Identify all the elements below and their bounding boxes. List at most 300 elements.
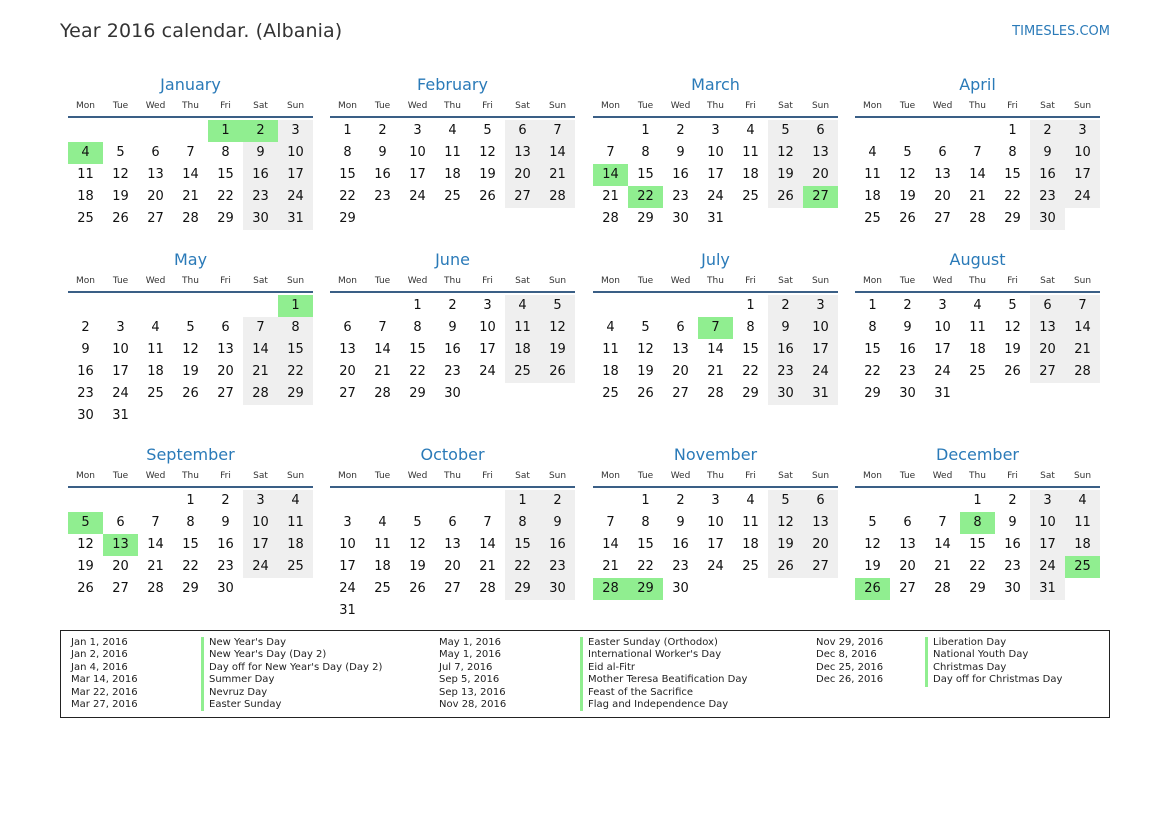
holiday-day-cell: 25 [1065,556,1100,578]
day-cell: 4 [378,515,387,530]
day-cell: 5 [768,120,803,142]
day-cell: 9 [676,515,685,530]
empty-cell [890,120,925,142]
weekday-label: Fri [745,471,756,481]
day-cell: 12 [182,342,199,357]
day-cell: 25 [602,386,619,401]
day-cell: 14 [707,342,724,357]
month-march [593,75,838,230]
weekday-label: Wed [407,471,428,481]
empty-cell [138,120,173,142]
weekday-label: Mon [863,471,882,481]
weekday-label: Sat [253,101,268,111]
day-cell: 10 [1030,512,1065,534]
header-divider [855,291,1100,293]
day-cell: 20 [934,189,951,204]
day-cell: 17 [1030,534,1065,556]
day-cell: 3 [1065,120,1100,142]
day-cell: 29 [864,386,881,401]
weekday-label: Thu [707,471,724,481]
day-cell: 17 [707,537,724,552]
day-cell: 30 [444,386,461,401]
holiday-name: Feast of the Sacrifice [580,687,747,699]
holiday-name: Day off for New Year's Day (Day 2) [201,662,382,674]
month-april [855,75,1100,230]
weekday-label: Tue [374,471,391,481]
weekday-label: Mon [601,471,620,481]
weekday-label: Fri [220,101,231,111]
day-cell: 14 [182,167,199,182]
day-cell: 30 [1030,208,1065,230]
month-title: March [691,75,740,94]
day-cell: 23 [374,189,391,204]
holiday-name: New Year's Day (Day 2) [201,649,382,661]
day-cell: 15 [505,534,540,556]
day-cell: 4 [868,145,877,160]
holiday-dates-column [439,637,506,711]
month-title: October [420,445,485,464]
day-cell: 19 [864,559,881,574]
day-cell: 2 [676,493,685,508]
day-cell: 26 [479,189,496,204]
weekday-label: Sun [286,471,305,481]
weekday-label: Wed [670,471,691,481]
day-cell: 3 [711,493,720,508]
day-cell: 28 [147,581,164,596]
day-cell: 7 [606,145,615,160]
day-cell: 31 [1030,578,1065,600]
day-cell: 13 [339,342,356,357]
day-cell: 8 [505,512,540,534]
day-grid [855,295,1100,405]
holiday-dates-column [71,637,138,711]
site-link[interactable]: TIMESLES.COM [1012,24,1110,39]
holiday-date: Nov 29, 2016 [816,637,884,648]
day-cell: 20 [1030,339,1065,361]
holiday-date: May 1, 2016 [439,637,502,648]
day-cell: 15 [742,342,759,357]
weekday-label: Thu [969,101,986,111]
holiday-date: Nov 28, 2016 [439,698,507,710]
day-cell: 18 [742,537,759,552]
day-cell: 12 [637,342,654,357]
day-cell: 29 [217,211,234,226]
day-cell: 2 [448,298,457,313]
empty-cell [103,490,138,512]
weekday-label: Fri [1007,101,1018,111]
day-cell: 7 [186,145,195,160]
day-cell: 20 [899,559,916,574]
day-cell: 16 [1004,537,1021,552]
day-grid [593,490,838,600]
day-cell: 8 [221,145,230,160]
header-divider [855,116,1100,118]
day-cell: 3 [803,295,838,317]
day-cell: 12 [112,167,129,182]
day-cell: 20 [672,364,689,379]
day-cell: 29 [278,383,313,405]
day-cell: 8 [278,317,313,339]
day-cell: 27 [339,386,356,401]
day-cell: 24 [243,556,278,578]
holiday-name: Nevruz Day [201,687,382,699]
day-grid [330,120,575,230]
weekday-label: Fri [220,276,231,286]
holiday-name: Flag and Independence Day [580,699,747,711]
day-cell: 21 [1065,339,1100,361]
day-cell: 18 [77,189,94,204]
empty-cell [68,295,103,317]
day-cell: 3 [1030,490,1065,512]
day-cell: 19 [182,364,199,379]
day-cell: 15 [339,167,356,182]
day-cell: 19 [540,339,575,361]
day-cell: 18 [374,559,391,574]
day-cell: 24 [1030,556,1065,578]
day-cell: 7 [151,515,160,530]
weekday-label: Wed [932,276,953,286]
holiday-date: Sep 13, 2016 [439,686,506,698]
weekday-label: Sun [811,471,830,481]
day-cell: 29 [409,386,426,401]
day-cell: 7 [540,120,575,142]
holiday-day-cell: 29 [628,578,663,600]
weekday-header [68,99,313,113]
day-cell: 28 [707,386,724,401]
day-cell: 18 [1065,534,1100,556]
day-cell: 17 [479,342,496,357]
holiday-day-cell: 26 [855,578,890,600]
holiday-name: International Worker's Day [580,649,747,661]
month-may [68,250,313,427]
day-cell: 20 [803,164,838,186]
day-cell: 26 [409,581,426,596]
day-cell: 21 [602,189,619,204]
day-cell: 2 [81,320,90,335]
day-cell: 1 [413,298,422,313]
weekday-label: Thu [444,471,461,481]
weekday-label: Thu [969,471,986,481]
weekday-label: Thu [182,101,199,111]
day-cell: 16 [899,342,916,357]
day-cell: 25 [742,559,759,574]
weekday-label: Tue [637,471,654,481]
day-cell: 11 [147,342,164,357]
day-cell: 22 [278,361,313,383]
weekday-label: Sat [1040,276,1055,286]
day-cell: 22 [742,364,759,379]
day-cell: 25 [374,581,391,596]
day-cell: 27 [803,556,838,578]
day-cell: 18 [505,339,540,361]
weekday-header [855,274,1100,288]
day-cell: 9 [540,512,575,534]
day-cell: 6 [676,320,685,335]
day-cell: 27 [217,386,234,401]
day-cell: 13 [505,142,540,164]
day-cell: 16 [444,342,461,357]
day-cell: 16 [672,167,689,182]
day-cell: 28 [374,386,391,401]
weekday-label: Mon [338,471,357,481]
day-cell: 13 [444,537,461,552]
day-cell: 17 [934,342,951,357]
weekday-label: Sun [1073,471,1092,481]
day-cell: 23 [672,559,689,574]
weekday-label: Sun [811,101,830,111]
day-cell: 22 [969,559,986,574]
day-cell: 5 [413,515,422,530]
day-cell: 5 [1008,298,1017,313]
day-cell: 21 [540,164,575,186]
empty-cell [890,490,925,512]
holiday-name: New Year's Day [201,637,382,649]
weekday-label: Sat [253,471,268,481]
day-cell: 3 [343,515,352,530]
day-cell: 27 [1030,361,1065,383]
day-cell: 22 [637,559,654,574]
weekday-label: Mon [76,101,95,111]
day-cell: 24 [339,581,356,596]
day-cell: 21 [147,559,164,574]
day-cell: 10 [707,145,724,160]
day-cell: 3 [243,490,278,512]
day-cell: 6 [343,320,352,335]
weekday-label: Tue [637,101,654,111]
day-cell: 26 [112,211,129,226]
day-cell: 14 [602,537,619,552]
month-title: December [936,445,1019,464]
empty-cell [593,120,628,142]
day-cell: 7 [606,515,615,530]
day-cell: 11 [77,167,94,182]
holiday-date: Mar 14, 2016 [71,674,138,686]
day-cell: 28 [1065,361,1100,383]
day-cell: 14 [934,537,951,552]
holiday-dates-column [816,637,883,687]
day-cell: 12 [864,537,881,552]
holiday-date: May 1, 2016 [439,649,502,661]
day-cell: 28 [969,211,986,226]
weekday-label: Sat [515,101,530,111]
empty-cell [593,490,628,512]
day-cell: 22 [217,189,234,204]
empty-cell [330,295,365,317]
day-cell: 7 [378,320,387,335]
holiday-name: Easter Sunday (Orthodox) [580,637,747,649]
day-cell: 26 [768,186,803,208]
day-cell: 24 [707,189,724,204]
empty-cell [365,490,400,512]
header-divider [68,486,313,488]
empty-cell [400,490,435,512]
day-cell: 22 [339,189,356,204]
day-grid [68,120,313,230]
day-cell: 20 [217,364,234,379]
weekday-label: Mon [863,276,882,286]
weekday-label: Sat [1040,471,1055,481]
holiday-name: Christmas Day [925,662,1062,674]
day-cell: 2 [1030,120,1065,142]
day-cell: 23 [243,186,278,208]
day-cell: 12 [409,537,426,552]
empty-cell [173,295,208,317]
holiday-date: Mar 27, 2016 [71,698,138,710]
weekday-header [593,274,838,288]
day-cell: 2 [903,298,912,313]
day-grid [330,295,575,405]
holiday-day-cell: 22 [628,186,663,208]
day-cell: 30 [672,581,689,596]
day-cell: 8 [413,320,422,335]
weekday-label: Thu [707,101,724,111]
day-cell: 8 [1008,145,1017,160]
month-title: June [435,250,470,269]
day-cell: 21 [707,364,724,379]
day-cell: 15 [1004,167,1021,182]
weekday-label: Thu [182,471,199,481]
day-cell: 6 [151,145,160,160]
empty-cell [68,120,103,142]
month-title: February [417,75,488,94]
day-cell: 4 [746,123,755,138]
weekday-label: Tue [374,276,391,286]
day-cell: 13 [803,512,838,534]
day-cell: 5 [641,320,650,335]
header-divider [330,291,575,293]
day-cell: 16 [540,534,575,556]
weekday-label: Wed [145,101,166,111]
weekday-label: Sat [1040,101,1055,111]
empty-cell [68,490,103,512]
day-cell: 1 [868,298,877,313]
day-cell: 4 [448,123,457,138]
day-cell: 6 [938,145,947,160]
day-cell: 25 [278,556,313,578]
weekday-header [593,469,838,483]
weekday-header [330,469,575,483]
holiday-name: Mother Teresa Beatification Day [580,674,747,686]
holiday-list [60,630,1110,718]
day-cell: 12 [768,512,803,534]
month-february [330,75,575,230]
weekday-label: Tue [374,101,391,111]
day-cell: 18 [602,364,619,379]
day-cell: 20 [339,364,356,379]
day-cell: 1 [746,298,755,313]
day-cell: 30 [540,578,575,600]
holiday-name: National Youth Day [925,649,1062,661]
day-cell: 14 [243,339,278,361]
day-cell: 1 [1008,123,1017,138]
day-cell: 6 [803,490,838,512]
day-cell: 22 [1004,189,1021,204]
day-cell: 26 [899,211,916,226]
day-cell: 7 [483,515,492,530]
weekday-label: Tue [112,471,129,481]
weekday-header [855,99,1100,113]
day-cell: 24 [278,186,313,208]
day-cell: 29 [339,211,356,226]
day-cell: 23 [540,556,575,578]
holiday-date: Mar 22, 2016 [71,686,138,698]
day-cell: 29 [182,581,199,596]
holiday-day-cell: 4 [68,142,103,164]
day-cell: 9 [448,320,457,335]
month-july [593,250,838,405]
day-cell: 16 [768,339,803,361]
day-cell: 18 [864,189,881,204]
weekday-label: Tue [112,101,129,111]
day-cell: 28 [479,581,496,596]
empty-cell [173,120,208,142]
weekday-label: Wed [670,101,691,111]
weekday-label: Tue [899,101,916,111]
weekday-label: Thu [444,276,461,286]
day-cell: 30 [672,211,689,226]
weekday-label: Wed [145,276,166,286]
day-cell: 24 [479,364,496,379]
day-cell: 10 [112,342,129,357]
holiday-day-cell: 5 [68,512,103,534]
day-cell: 5 [768,490,803,512]
day-cell: 23 [1004,559,1021,574]
weekday-label: Mon [601,276,620,286]
day-cell: 21 [602,559,619,574]
day-cell: 17 [409,167,426,182]
day-grid [593,295,838,405]
day-cell: 30 [1004,581,1021,596]
day-cell: 16 [374,167,391,182]
month-title: May [173,250,208,269]
day-cell: 17 [112,364,129,379]
day-grid [68,295,313,427]
weekday-header [330,274,575,288]
day-cell: 18 [969,342,986,357]
month-august [855,250,1100,405]
holiday-name: Day off for Christmas Day [925,674,1062,686]
weekday-label: Sun [548,101,567,111]
weekday-label: Fri [745,101,756,111]
empty-cell [365,295,400,317]
page-title: Year 2016 calendar. (Albania) [60,20,343,42]
day-cell: 20 [112,559,129,574]
day-cell: 15 [969,537,986,552]
day-cell: 13 [803,142,838,164]
empty-cell [855,490,890,512]
day-cell: 30 [768,383,803,405]
day-cell: 4 [606,320,615,335]
day-cell: 6 [448,515,457,530]
day-cell: 5 [116,145,125,160]
day-cell: 11 [1065,512,1100,534]
empty-cell [925,120,960,142]
day-cell: 8 [868,320,877,335]
day-cell: 24 [707,559,724,574]
day-cell: 7 [1065,295,1100,317]
day-cell: 21 [969,189,986,204]
day-grid [593,120,838,230]
day-cell: 3 [278,120,313,142]
empty-cell [243,295,278,317]
day-cell: 11 [278,512,313,534]
day-cell: 12 [540,317,575,339]
day-cell: 17 [1065,164,1100,186]
day-cell: 22 [864,364,881,379]
day-cell: 1 [186,493,195,508]
day-cell: 9 [221,515,230,530]
day-cell: 25 [969,364,986,379]
